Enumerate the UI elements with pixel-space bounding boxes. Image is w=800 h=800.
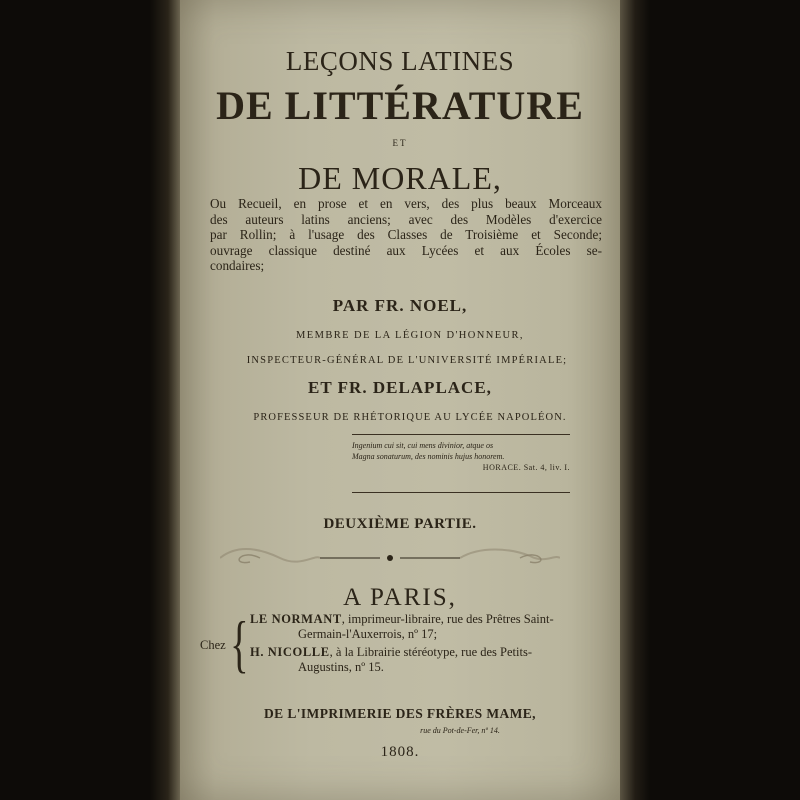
author-2-role: PROFESSEUR DE RHÉTORIQUE AU LYCÉE NAPOLÉON. <box>253 412 567 423</box>
publisher-2 <box>250 645 602 660</box>
author-1-role-1: MEMBRE DE LA LÉGION D'HONNEUR, <box>296 330 524 341</box>
epigraph-line: Ingenium cui sit, cui mens divinior, atque os <box>352 441 494 450</box>
printer-address: rue du Pot-de-Fer, nº 14. <box>420 726 500 735</box>
epigraph-source: HORACE. Sat. 4, liv. I. <box>482 463 570 472</box>
author-1-role-2: INSPECTEUR-GÉNÉRAL DE L'UNIVERSITÉ IMPÉRIALE; <box>246 355 568 366</box>
page-edge-shadow <box>620 0 650 800</box>
publisher-2-name: H. NICOLLE <box>250 645 330 659</box>
title-connector: ET <box>392 138 408 148</box>
publication-year: 1808. <box>380 744 420 760</box>
chez-label: Chez <box>200 638 226 652</box>
title-line-1: LEÇONS LATINES <box>285 46 515 76</box>
description-line: des auteurs latins anciens; avec des Modèles d'exercice <box>210 211 602 227</box>
publisher-2-line-2: Augustins, nº 15. <box>298 660 384 674</box>
description-line: par Rollin; à l'usage des Classes de Troisième et Seconde; <box>210 227 602 242</box>
author-2: ET FR. DELAPLACE, <box>308 378 492 397</box>
epigraph <box>352 440 570 473</box>
description-line: Ou Recueil, en prose et en vers, des plus beaux Morceaux <box>210 196 602 211</box>
title-line-3: DE MORALE, <box>298 160 502 196</box>
place-of-publication: A PARIS, <box>343 584 457 611</box>
title-line-2: DE LITTÉRATURE <box>216 83 584 128</box>
publisher-1 <box>250 612 602 627</box>
author-1: PAR FR. NOEL, <box>332 296 468 315</box>
publisher-1-name: LE NORMANT <box>250 612 342 626</box>
subtitle-description <box>210 196 602 274</box>
epigraph-line: Magna sonaturum, des nominis hujus honorem. <box>352 452 505 461</box>
publisher-1-detail: , imprimeur-libraire, rue des Prêtres Saint- <box>341 612 554 626</box>
ornament-divider-icon <box>220 536 560 576</box>
book-spine-shadow <box>150 0 180 800</box>
epigraph-rule-top <box>352 434 570 435</box>
part-label: DEUXIÈME PARTIE. <box>323 516 477 532</box>
publisher-1-line-2: Germain-l'Auxerrois, nº 17; <box>298 627 438 641</box>
printer: DE L'IMPRIMERIE DES FRÈRES MAME, <box>264 706 536 721</box>
description-line: ouvrage classique destiné aux Lycées et aux Écoles se- <box>210 242 602 258</box>
publisher-2-detail: , à la Librairie stéréotype, rue des Petits- <box>329 645 532 659</box>
epigraph-rule-bottom <box>352 492 570 493</box>
title-page <box>180 0 620 800</box>
brace-icon: { <box>230 608 249 679</box>
description-line: condaires; <box>210 258 265 273</box>
